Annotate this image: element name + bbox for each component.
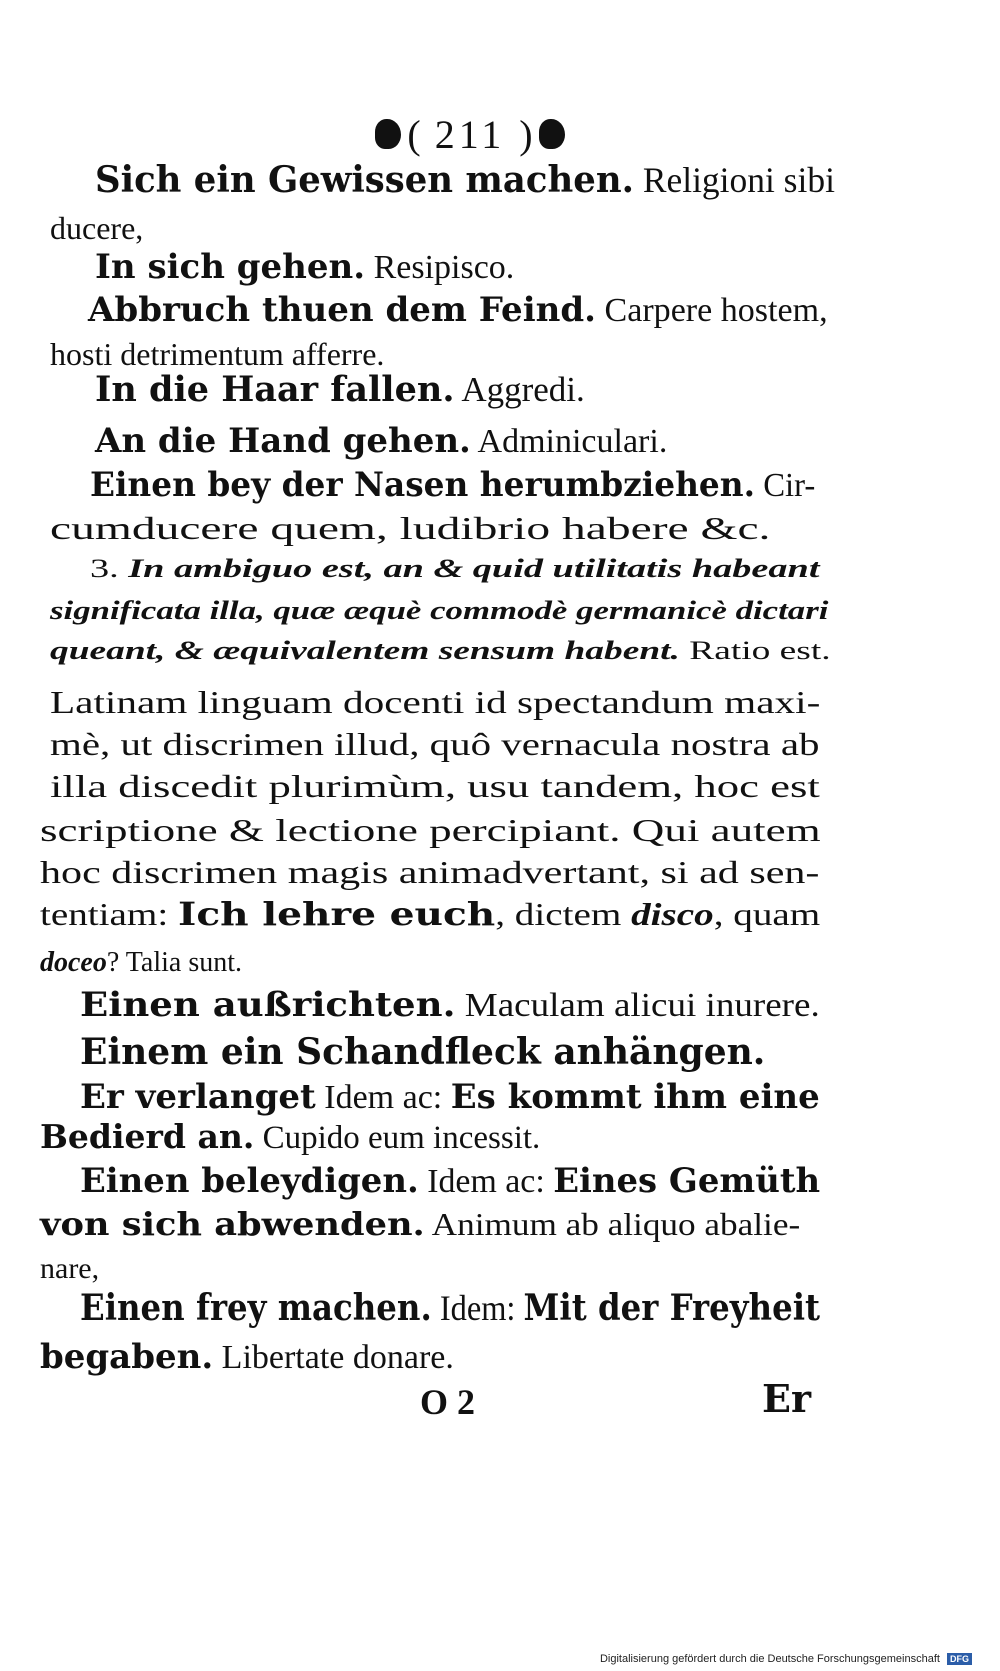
latin-text: Cir- bbox=[754, 467, 816, 504]
italic-text: significata illa, quæ æquè commodè germanicè dictari bbox=[50, 596, 829, 625]
text-line bbox=[80, 985, 820, 1025]
latin-text: Aggredi. bbox=[454, 370, 585, 409]
latin-text: Animum ab aliquo abalie- bbox=[424, 1206, 801, 1242]
fraktur-text: Er verlanget bbox=[80, 1077, 316, 1117]
latin-text: Idem ac: bbox=[418, 1163, 554, 1200]
latin-text: Carpere hostem, bbox=[596, 292, 828, 329]
latin-text: Cupido eum incessit. bbox=[254, 1120, 541, 1156]
latin-text: Idem ac: bbox=[315, 1079, 451, 1116]
page-header bbox=[320, 108, 620, 160]
latin-text: illa discedit plurimùm, usu tandem, hoc est bbox=[50, 768, 820, 804]
latin-text: Adminiculari. bbox=[470, 423, 668, 460]
text-line bbox=[40, 948, 242, 977]
latin-text: nare, bbox=[40, 1252, 100, 1285]
text-line bbox=[95, 421, 668, 461]
latin-text: scriptione & lectione percipiant. Qui autem bbox=[40, 812, 821, 848]
text-line bbox=[40, 1337, 454, 1377]
text-line bbox=[50, 728, 819, 760]
text-line bbox=[80, 1077, 820, 1117]
latin-text: Religioni sibi bbox=[633, 160, 835, 200]
fraktur-text: begaben. bbox=[40, 1337, 214, 1377]
text-line bbox=[50, 512, 770, 544]
text-line bbox=[40, 856, 819, 888]
latin-text: cumducere quem, ludibrio habere &c. bbox=[50, 510, 771, 546]
fraktur-text: Es kommt ihm eine bbox=[450, 1077, 820, 1117]
fraktur-text: Sich ein Gewissen machen. bbox=[95, 159, 634, 201]
text-line bbox=[40, 1205, 801, 1243]
fraktur-text: In die Haar fallen. bbox=[95, 369, 455, 410]
latin-text: Latinam linguam docenti id spectandum maxi- bbox=[50, 684, 821, 720]
fraktur-text: An die Hand gehen. bbox=[95, 421, 471, 461]
latin-text: , quam bbox=[713, 896, 821, 932]
latin-text: Maculam alicui inurere. bbox=[455, 987, 820, 1024]
latin-text: mè, ut discrimen illud, quô vernacula nostra ab bbox=[50, 726, 820, 762]
credit-text: Digitalisierung gefördert durch die Deutsche Forschungsgemeinschaft bbox=[599, 1652, 940, 1665]
latin-text: hosti detrimentum afferre. bbox=[50, 336, 385, 372]
fraktur-text: Einen beleydigen. bbox=[80, 1161, 419, 1201]
fraktur-text: Mit der Freyheit bbox=[523, 1287, 820, 1329]
fraktur-text: Abbruch thuen dem Feind. bbox=[88, 290, 597, 330]
text-line bbox=[88, 290, 828, 330]
fraktur-text: von sich abwenden. bbox=[40, 1205, 425, 1243]
paren-close: ) bbox=[519, 111, 533, 157]
latin-text: hoc discrimen magis animadvertant, si ad sen- bbox=[40, 854, 820, 890]
ornament-left-icon bbox=[375, 119, 401, 149]
text-line bbox=[50, 338, 384, 370]
text-line bbox=[90, 465, 816, 505]
italic-text: doceo bbox=[40, 947, 107, 978]
text-line bbox=[40, 1117, 541, 1156]
text-line bbox=[80, 1287, 820, 1329]
text-line bbox=[50, 686, 820, 718]
latin-text: ? Talia sunt. bbox=[106, 947, 243, 978]
latin-text: Resipisco. bbox=[365, 249, 515, 286]
fraktur-text: Einen bey der Nasen herumbziehen. bbox=[90, 465, 755, 505]
catchword: Er bbox=[762, 1376, 811, 1421]
text-line bbox=[50, 598, 828, 624]
fraktur-text: Einem ein Schandfleck anhängen. bbox=[80, 1031, 766, 1073]
text-line bbox=[50, 770, 820, 802]
latin-text: , dictem bbox=[495, 896, 632, 932]
text-line bbox=[50, 638, 831, 664]
fraktur-text: In sich gehen. bbox=[95, 247, 366, 287]
italic-text: In ambiguo est, an & quid utilitatis habeant bbox=[128, 554, 820, 583]
paren-open: ( bbox=[407, 111, 421, 157]
fraktur-text: Ich lehre euch bbox=[178, 895, 496, 933]
fraktur-text: Einen außrichten. bbox=[80, 985, 456, 1025]
fraktur-text: Eines Gemüth bbox=[553, 1161, 821, 1201]
text-line bbox=[40, 1254, 99, 1284]
signature-mark: O 2 bbox=[420, 1382, 476, 1422]
ornament-right-icon bbox=[539, 119, 565, 149]
latin-text: 3. bbox=[90, 554, 129, 583]
text-line bbox=[40, 895, 821, 933]
text-line bbox=[95, 369, 585, 410]
italic-text: disco bbox=[631, 896, 714, 932]
latin-text: Libertate donare. bbox=[213, 1339, 454, 1376]
text-line bbox=[50, 212, 143, 244]
text-line bbox=[80, 1161, 821, 1201]
text-line bbox=[95, 247, 515, 287]
digitization-credit bbox=[0, 1653, 972, 1665]
text-line bbox=[95, 159, 835, 201]
latin-text: ducere, bbox=[50, 210, 144, 246]
text-line bbox=[40, 814, 821, 846]
fraktur-text: Einen frey machen. bbox=[80, 1287, 432, 1329]
text-line bbox=[80, 1031, 766, 1073]
latin-text: tentiam: bbox=[40, 896, 179, 932]
italic-text: queant, & æquivalentem sensum habent. bbox=[50, 636, 680, 665]
latin-text: Ratio est. bbox=[679, 636, 831, 665]
dfg-logo-icon: DFG bbox=[947, 1653, 972, 1665]
page-number: 211 bbox=[434, 111, 506, 157]
latin-text: Idem: bbox=[431, 1288, 524, 1328]
fraktur-text: Bedierd an. bbox=[40, 1117, 255, 1156]
text-line bbox=[90, 556, 819, 582]
